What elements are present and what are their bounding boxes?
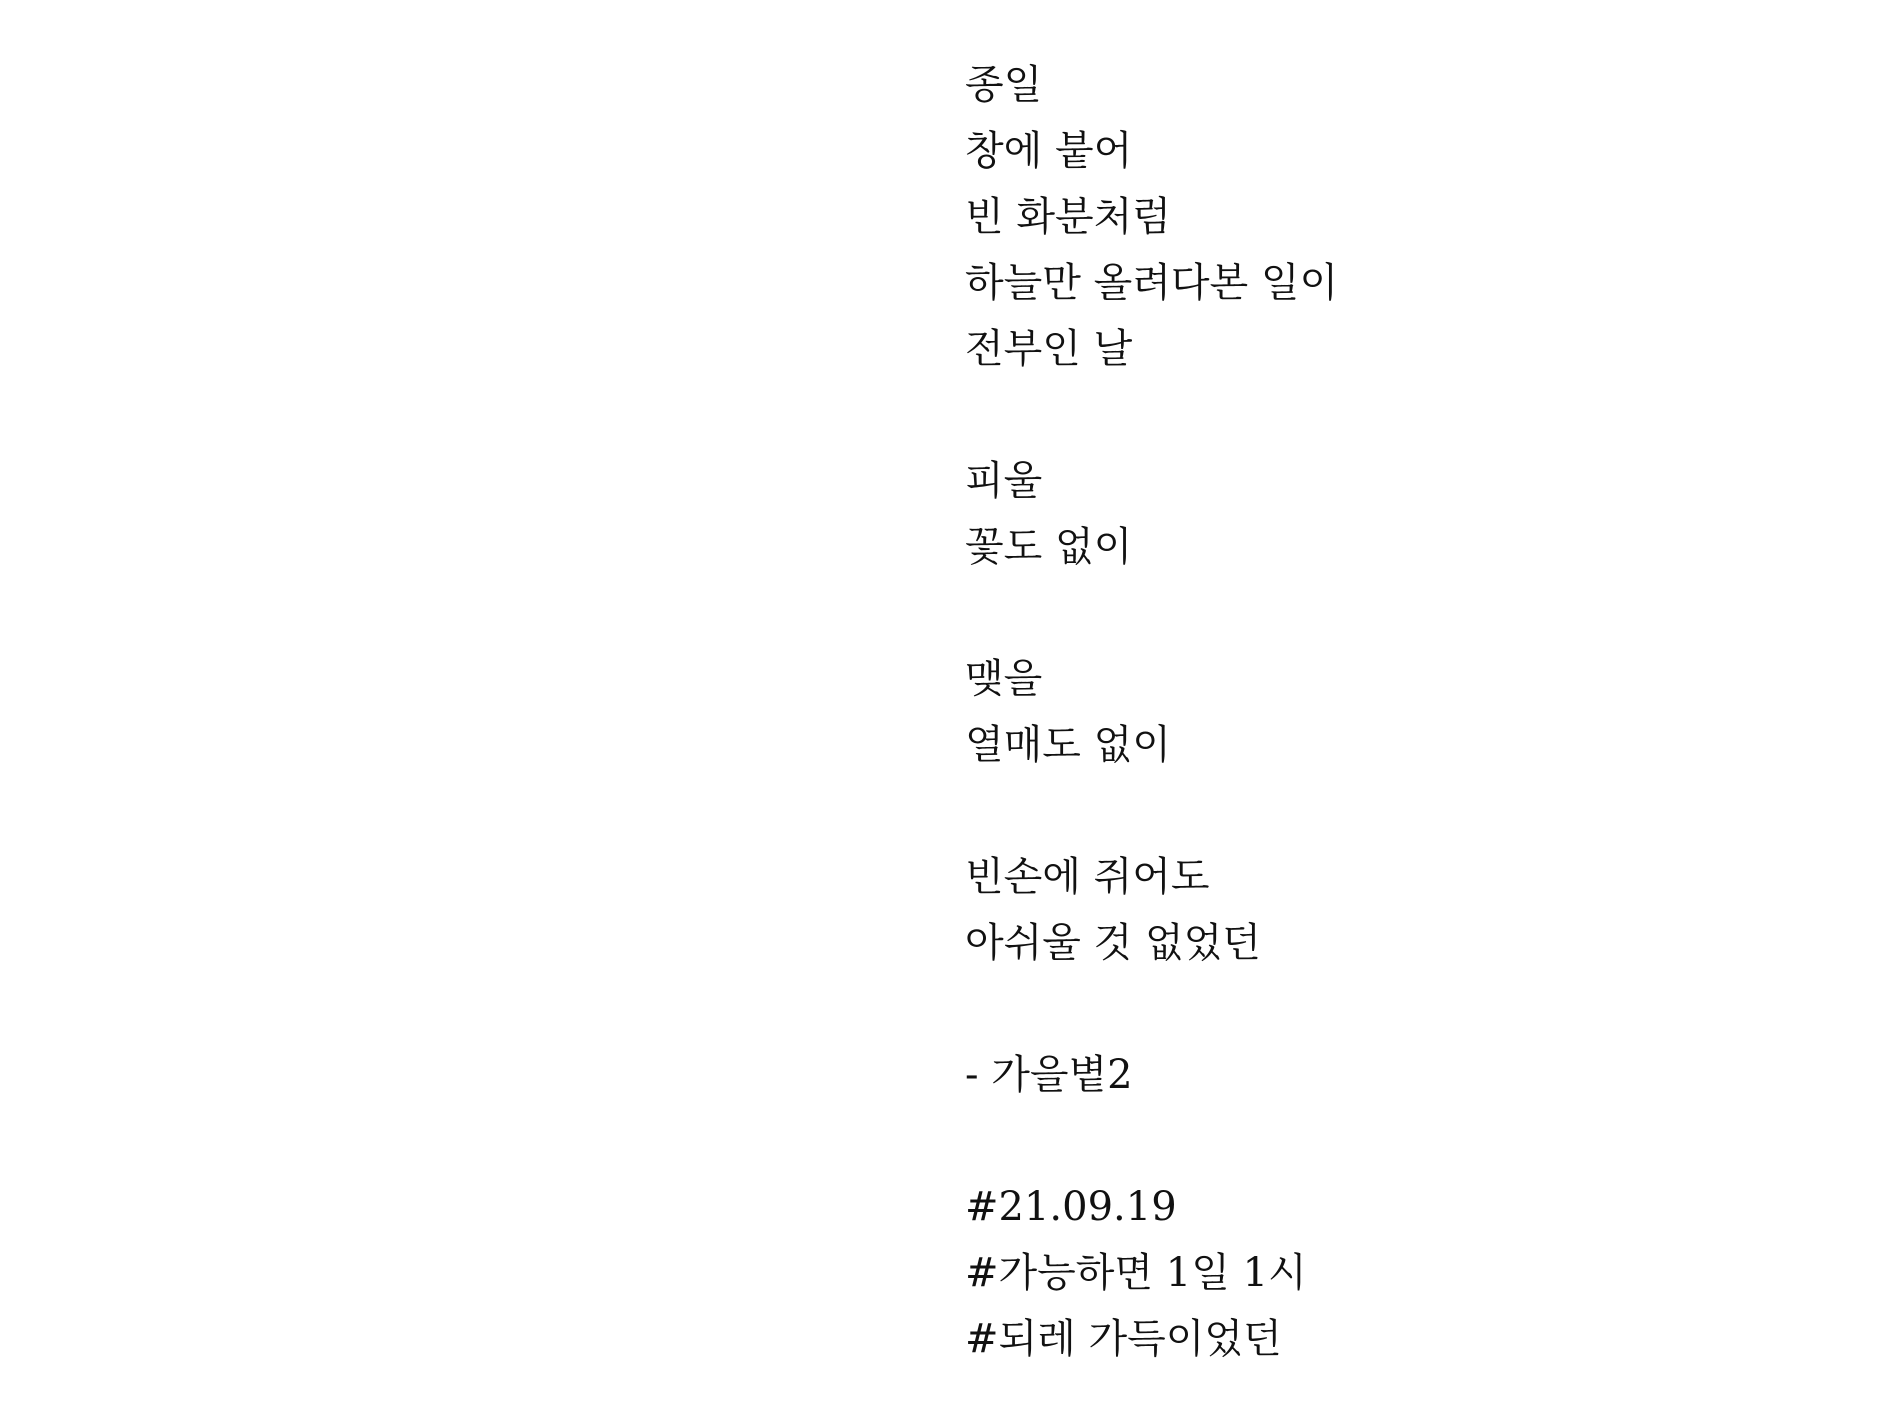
poem-line: 창에 붙어 — [965, 128, 1133, 174]
section-break — [965, 1108, 1845, 1174]
poem-line: 종일 — [965, 62, 1043, 108]
poem-line: 꽃도 없이 — [965, 524, 1133, 570]
poem-line: 하늘만 올려다본 일이 — [965, 260, 1339, 306]
stanza-break — [965, 580, 1845, 646]
poem-line: 맺을 — [965, 656, 1043, 702]
stanza-break — [965, 778, 1845, 844]
poem-line: 열매도 없이 — [965, 722, 1171, 768]
poem-line: 빈손에 쥐어도 — [965, 854, 1210, 900]
author-signature: - 가을볕2 — [965, 1052, 1133, 1098]
poem-text — [965, 52, 1845, 1372]
poem-line: 빈 화분처럼 — [965, 194, 1171, 240]
hashtag: #되레 가득이었던 — [965, 1316, 1282, 1362]
stanza-break — [965, 382, 1845, 448]
hashtag: #21.09.19 — [965, 1184, 1177, 1230]
poem-line: 아쉬울 것 없었던 — [965, 920, 1261, 966]
stanza-break — [965, 976, 1845, 1042]
poem-line: 피울 — [965, 458, 1043, 504]
hashtag: #가능하면 1일 1시 — [965, 1250, 1307, 1296]
poem-line: 전부인 날 — [965, 326, 1133, 372]
